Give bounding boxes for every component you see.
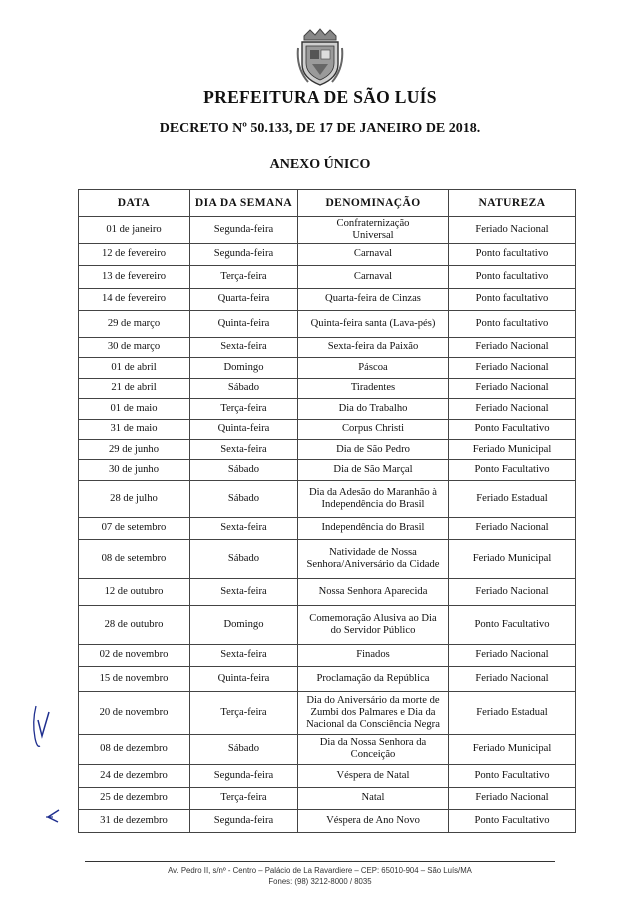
- cell-dia-da-semana: Quinta-feira: [190, 667, 298, 692]
- cell-dia-da-semana: Terça-feira: [190, 266, 298, 289]
- cell-natureza: Ponto Facultativo: [449, 460, 576, 480]
- table-row: [79, 337, 576, 357]
- cell-natureza: Feriado Nacional: [449, 358, 576, 378]
- table-row: [79, 460, 576, 480]
- cell-natureza: Feriado Nacional: [449, 787, 576, 810]
- cell-dia-da-semana: Terça-feira: [190, 399, 298, 419]
- footer-phones: Fones: (98) 3212-8000 / 8035: [268, 877, 372, 886]
- table-row: [79, 266, 576, 289]
- cell-denominacao: Quinta-feira santa (Lava-pés): [298, 311, 449, 338]
- cell-data: 30 de março: [79, 337, 190, 357]
- table-row: [79, 691, 576, 734]
- table-row: [79, 517, 576, 540]
- cell-denominacao: Finados: [298, 644, 449, 667]
- table-row: [79, 667, 576, 692]
- cell-dia-da-semana: Quarta-feira: [190, 288, 298, 311]
- cell-natureza: Feriado Estadual: [449, 691, 576, 734]
- cell-dia-da-semana: Sábado: [190, 734, 298, 765]
- table-row: [79, 399, 576, 419]
- cell-denominacao: Natal: [298, 787, 449, 810]
- cell-natureza: Feriado Municipal: [449, 734, 576, 765]
- cell-dia-da-semana: Terça-feira: [190, 691, 298, 734]
- cell-denominacao: Dia da Adesão do Maranhão à Independência do Brasil: [298, 480, 449, 517]
- cell-dia-da-semana: Segunda-feira: [190, 243, 298, 266]
- cell-natureza: Feriado Nacional: [449, 579, 576, 606]
- cell-dia-da-semana: Quinta-feira: [190, 311, 298, 338]
- cell-data: 01 de janeiro: [79, 217, 190, 244]
- table-row: [79, 765, 576, 788]
- column-header-data: DATA: [79, 190, 190, 217]
- cell-denominacao: Dia do Trabalho: [298, 399, 449, 419]
- table-row: [79, 439, 576, 459]
- table-row: [79, 288, 576, 311]
- page-title: PREFEITURA DE SÃO LUÍS: [203, 87, 437, 107]
- footer-address: Av. Pedro II, s/nº - Centro – Palácio de La Ravardiere – CEP: 65010-904 – São Luís/MA: [168, 866, 472, 875]
- cell-data: 12 de outubro: [79, 579, 190, 606]
- cell-dia-da-semana: Sábado: [190, 378, 298, 398]
- cell-data: 13 de fevereiro: [79, 266, 190, 289]
- table-row: [79, 217, 576, 244]
- cell-dia-da-semana: Segunda-feira: [190, 765, 298, 788]
- cell-natureza: Ponto facultativo: [449, 311, 576, 338]
- municipal-coat-of-arms-icon: [296, 28, 344, 88]
- cell-dia-da-semana: Domingo: [190, 605, 298, 644]
- cell-denominacao: Quarta-feira de Cinzas: [298, 288, 449, 311]
- column-header-dia-da-semana: DIA DA SEMANA: [190, 190, 298, 217]
- cell-data: 28 de julho: [79, 480, 190, 517]
- cell-denominacao: Véspera de Ano Novo: [298, 810, 449, 833]
- cell-natureza: Feriado Nacional: [449, 217, 576, 244]
- cell-denominacao: Confraternização Universal: [298, 217, 449, 244]
- table-header-row: [79, 190, 576, 217]
- cell-denominacao: Proclamação da República: [298, 667, 449, 692]
- cell-natureza: Feriado Nacional: [449, 644, 576, 667]
- cell-denominacao: Sexta-feira da Paixão: [298, 337, 449, 357]
- table-row: [79, 540, 576, 579]
- table-row: [79, 605, 576, 644]
- table-row: [79, 311, 576, 338]
- cell-natureza: Feriado Estadual: [449, 480, 576, 517]
- table-row: [79, 419, 576, 439]
- cell-dia-da-semana: Sexta-feira: [190, 337, 298, 357]
- handwritten-initial-mark: [43, 808, 63, 824]
- cell-dia-da-semana: Sexta-feira: [190, 579, 298, 606]
- cell-data: 24 de dezembro: [79, 765, 190, 788]
- cell-dia-da-semana: Quinta-feira: [190, 419, 298, 439]
- cell-denominacao: Carnaval: [298, 266, 449, 289]
- cell-denominacao: Dia de São Marçal: [298, 460, 449, 480]
- cell-denominacao: Dia de São Pedro: [298, 439, 449, 459]
- table-body: [79, 217, 576, 833]
- decree-heading: DECRETO Nº 50.133, DE 17 DE JANEIRO DE 2018.: [159, 121, 481, 136]
- cell-natureza: Ponto facultativo: [449, 266, 576, 289]
- cell-data: 01 de maio: [79, 399, 190, 419]
- cell-denominacao: Comemoração Alusiva ao Dia do Servidor Público: [298, 605, 449, 644]
- cell-natureza: Feriado Nacional: [449, 667, 576, 692]
- table-row: [79, 480, 576, 517]
- cell-denominacao: Tiradentes: [298, 378, 449, 398]
- cell-dia-da-semana: Sábado: [190, 540, 298, 579]
- cell-data: 14 de fevereiro: [79, 288, 190, 311]
- cell-data: 12 de fevereiro: [79, 243, 190, 266]
- cell-denominacao: Corpus Christi: [298, 419, 449, 439]
- cell-natureza: Feriado Nacional: [449, 378, 576, 398]
- cell-denominacao: Nossa Senhora Aparecida: [298, 579, 449, 606]
- cell-denominacao: Páscoa: [298, 358, 449, 378]
- cell-natureza: Ponto facultativo: [449, 288, 576, 311]
- column-header-natureza: NATUREZA: [449, 190, 576, 217]
- cell-denominacao: Carnaval: [298, 243, 449, 266]
- cell-denominacao: Dia da Nossa Senhora da Conceição: [298, 734, 449, 765]
- cell-natureza: Feriado Nacional: [449, 337, 576, 357]
- cell-natureza: Ponto Facultativo: [449, 765, 576, 788]
- cell-natureza: Ponto Facultativo: [449, 810, 576, 833]
- table-row: [79, 644, 576, 667]
- holidays-table: [78, 189, 576, 833]
- cell-dia-da-semana: Sábado: [190, 480, 298, 517]
- table-row: [79, 787, 576, 810]
- table-row: [79, 734, 576, 765]
- cell-dia-da-semana: Segunda-feira: [190, 810, 298, 833]
- cell-dia-da-semana: Sábado: [190, 460, 298, 480]
- table-row: [79, 810, 576, 833]
- column-header-denominacao: DENOMINAÇÃO: [298, 190, 449, 217]
- cell-natureza: Feriado Municipal: [449, 439, 576, 459]
- cell-data: 15 de novembro: [79, 667, 190, 692]
- cell-dia-da-semana: Segunda-feira: [190, 217, 298, 244]
- cell-dia-da-semana: Terça-feira: [190, 787, 298, 810]
- cell-denominacao: Dia do Aniversário da morte de Zumbi dos Palmares e Dia da Nacional da Consciência Negra: [298, 691, 449, 734]
- cell-denominacao: Natividade de Nossa Senhora/Aniversário da Cidade: [298, 540, 449, 579]
- cell-denominacao: Independência do Brasil: [298, 517, 449, 540]
- cell-dia-da-semana: Sexta-feira: [190, 517, 298, 540]
- table-row: [79, 243, 576, 266]
- cell-data: 29 de março: [79, 311, 190, 338]
- table-row: [79, 358, 576, 378]
- cell-dia-da-semana: Domingo: [190, 358, 298, 378]
- footer-divider: [85, 861, 555, 862]
- cell-natureza: Ponto Facultativo: [449, 419, 576, 439]
- cell-data: 30 de junho: [79, 460, 190, 480]
- cell-natureza: Feriado Municipal: [449, 540, 576, 579]
- cell-natureza: Ponto Facultativo: [449, 605, 576, 644]
- cell-data: 08 de dezembro: [79, 734, 190, 765]
- table-row: [79, 579, 576, 606]
- cell-data: 08 de setembro: [79, 540, 190, 579]
- cell-data: 20 de novembro: [79, 691, 190, 734]
- cell-data: 25 de dezembro: [79, 787, 190, 810]
- cell-natureza: Ponto facultativo: [449, 243, 576, 266]
- cell-dia-da-semana: Sexta-feira: [190, 439, 298, 459]
- cell-data: 31 de dezembro: [79, 810, 190, 833]
- cell-natureza: Feriado Nacional: [449, 399, 576, 419]
- handwritten-check-mark: [30, 702, 52, 752]
- table-row: [79, 378, 576, 398]
- cell-data: 01 de abril: [79, 358, 190, 378]
- cell-dia-da-semana: Sexta-feira: [190, 644, 298, 667]
- cell-data: 31 de maio: [79, 419, 190, 439]
- cell-data: 28 de outubro: [79, 605, 190, 644]
- cell-data: 21 de abril: [79, 378, 190, 398]
- cell-data: 07 de setembro: [79, 517, 190, 540]
- cell-data: 02 de novembro: [79, 644, 190, 667]
- annex-heading: ANEXO ÚNICO: [269, 157, 371, 172]
- cell-data: 29 de junho: [79, 439, 190, 459]
- cell-denominacao: Véspera de Natal: [298, 765, 449, 788]
- cell-natureza: Feriado Nacional: [449, 517, 576, 540]
